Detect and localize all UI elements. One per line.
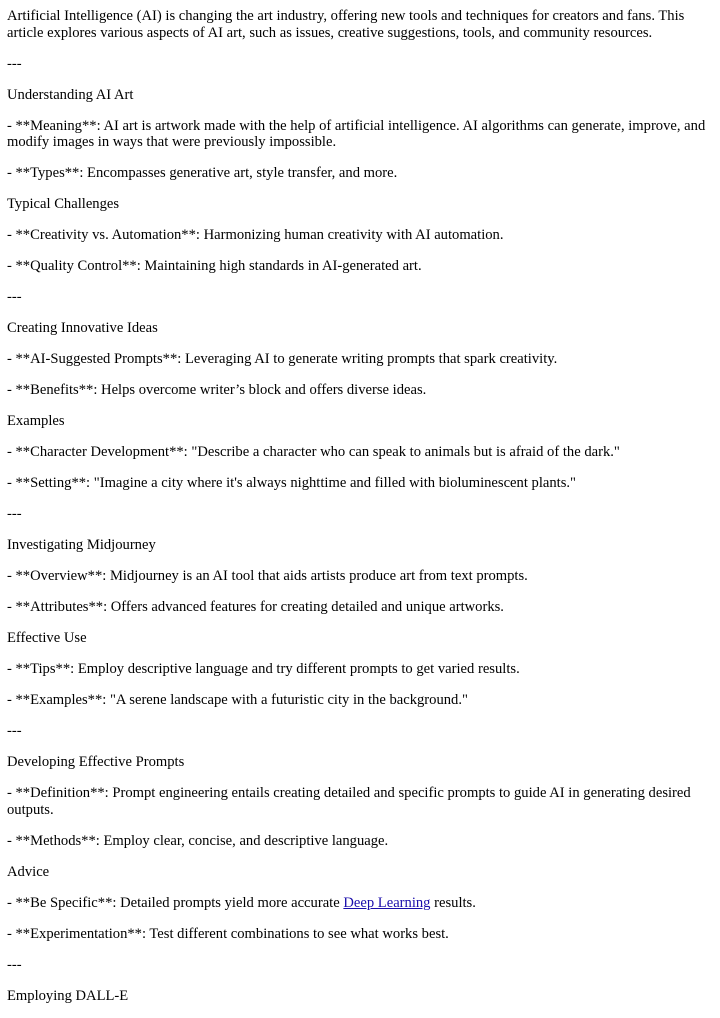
section-heading-ideas: Creating Innovative Ideas xyxy=(7,320,158,336)
section-heading-examples: Examples xyxy=(7,413,65,429)
section-heading-advice: Advice xyxy=(7,863,50,880)
list-item-benefits: - **Benefits**: Helps overcome writer’s block and offers diverse ideas. xyxy=(7,382,427,398)
list-item-examples: - **Examples**: "A serene landscape with a futuristic city in the background." xyxy=(7,692,468,708)
list-item-overview: - **Overview**: Midjourney is an AI tool that aids artists produce art from text prompts. xyxy=(7,568,528,584)
list-item-experimentation: - **Experimentation**: Test different combinations to see what works best. xyxy=(7,925,449,942)
section-heading-midjourney: Investigating Midjourney xyxy=(7,537,156,553)
intro-paragraph: Artificial Intelligence (AI) is changing the art industry, offering new tools and techniques for creators and fans. This article explores various aspects of AI art, such as issues, creative suggestions, tools, and community resources. xyxy=(7,8,685,41)
section-heading-challenges: Typical Challenges xyxy=(7,196,120,212)
list-item-types: - **Types**: Encompasses generative art, style transfer, and more. xyxy=(7,165,398,181)
separator: --- xyxy=(7,289,22,305)
list-item-character: - **Character Development**: "Describe a character who can speak to animals but is afraid of the dark." xyxy=(7,444,620,460)
list-item-setting: - **Setting**: "Imagine a city where it's always nighttime and filled with bioluminescent plants." xyxy=(7,475,576,491)
separator: --- xyxy=(7,723,22,739)
be-specific-suffix: results. xyxy=(430,894,476,911)
list-item-creativity: - **Creativity vs. Automation**: Harmonizing human creativity with AI automation. xyxy=(7,227,504,243)
separator: --- xyxy=(7,956,22,973)
list-item-be-specific xyxy=(7,895,713,912)
be-specific-prefix: - **Be Specific**: Detailed prompts yield more accurate xyxy=(7,894,344,911)
section-heading-understanding: Understanding AI Art xyxy=(7,86,134,103)
deep-learning-link[interactable]: Deep Learning xyxy=(343,894,431,911)
list-item-quality: - **Quality Control**: Maintaining high standards in AI-generated art. xyxy=(7,258,422,274)
separator: --- xyxy=(7,506,22,522)
section-heading-effective-use: Effective Use xyxy=(7,630,87,646)
list-item-attributes: - **Attributes**: Offers advanced features for creating detailed and unique artworks. xyxy=(7,599,504,615)
list-item-methods: - **Methods**: Employ clear, concise, and descriptive language. xyxy=(7,832,389,849)
section-heading-dalle: Employing DALL-E xyxy=(7,987,129,1004)
section-heading-prompts: Developing Effective Prompts xyxy=(7,754,185,770)
separator: --- xyxy=(7,55,22,72)
list-item-meaning: - **Meaning**: AI art is artwork made with the help of artificial intelligence. AI algorithms can generate, improve, and modify images in ways that were previously impossible. xyxy=(7,117,706,150)
list-item-tips: - **Tips**: Employ descriptive language and try different prompts to get varied results. xyxy=(7,661,520,677)
list-item-ai-prompts: - **AI-Suggested Prompts**: Leveraging AI to generate writing prompts that spark creativity. xyxy=(7,351,558,367)
list-item-definition: - **Definition**: Prompt engineering entails creating detailed and specific prompts to guide AI in generating desired outputs. xyxy=(7,785,691,818)
